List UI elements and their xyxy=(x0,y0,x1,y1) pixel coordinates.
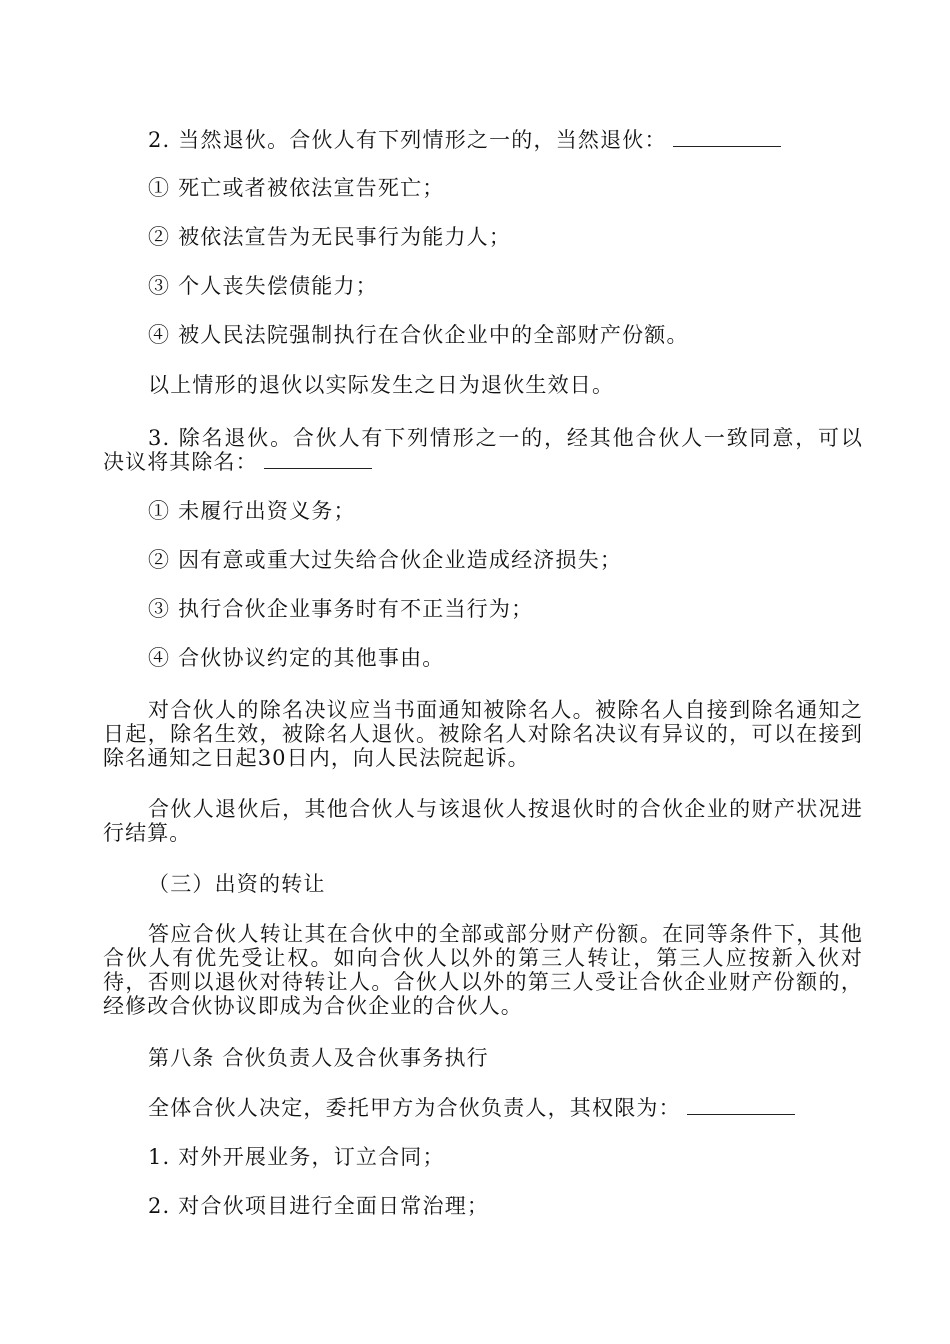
list-item: 1. 对外开展业务，订立合同； xyxy=(148,1145,445,1169)
list-item: ① 死亡或者被依法宣告死亡； xyxy=(148,176,445,200)
paragraph-expulsion xyxy=(103,426,863,474)
fill-in-blank[interactable] xyxy=(264,450,372,469)
paragraph-automatic-withdrawal xyxy=(148,128,863,152)
paragraph-text: 3. 除名退伙。合伙人有下列情形之一的，经其他合伙人一致同意，可以决议将其除名： xyxy=(103,426,863,474)
list-item: ④ 被人民法院强制执行在合伙企业中的全部财产份额。 xyxy=(148,323,689,347)
paragraph: 合伙人退伙后，其他合伙人与该退伙人按退伙时的合伙企业的财产状况进行结算。 xyxy=(103,797,863,845)
fill-in-blank[interactable] xyxy=(687,1096,795,1115)
paragraph: 以上情形的退伙以实际发生之日为退伙生效日。 xyxy=(148,373,615,397)
paragraph-text: 2. 当然退伙。合伙人有下列情形之一的，当然退伙： xyxy=(148,128,667,152)
paragraph-authority xyxy=(148,1096,863,1120)
list-item: ② 被依法宣告为无民事行为能力人； xyxy=(148,225,512,249)
section-heading: （三）出资的转让 xyxy=(148,872,326,896)
list-item: ③ 执行合伙企业事务时有不正当行为； xyxy=(148,597,534,621)
paragraph: 对合伙人的除名决议应当书面通知被除名人。被除名人自接到除名通知之日起，除名生效，被除名人退伙。被除名人对除名决议有异议的，可以在接到除名通知之日起30日内，向人民法院起诉。 xyxy=(103,698,863,770)
fill-in-blank[interactable] xyxy=(673,128,781,147)
list-item: ② 因有意或重大过失给合伙企业造成经济损失； xyxy=(148,548,623,572)
list-item: ④ 合伙协议约定的其他事由。 xyxy=(148,646,445,670)
list-item: 2. 对合伙项目进行全面日常治理； xyxy=(148,1194,490,1218)
paragraph: 答应合伙人转让其在合伙中的全部或部分财产份额。在同等条件下，其他合伙人有优先受让权。如向合伙人以外的第三人转让，第三人应按新入伙对待，否则以退伙对待转让人。合伙人以外的第三人受让合伙企业财产份额的，经修改合伙协议即成为合伙企业的合伙人。 xyxy=(103,922,863,1018)
list-item: ③ 个人丧失偿债能力； xyxy=(148,274,378,298)
paragraph-text: 全体合伙人决定，委托甲方为合伙负责人，其权限为： xyxy=(148,1096,681,1120)
list-item: ① 未履行出资义务； xyxy=(148,499,356,523)
article-heading: 第八条 合伙负责人及合伙事务执行 xyxy=(148,1046,489,1070)
